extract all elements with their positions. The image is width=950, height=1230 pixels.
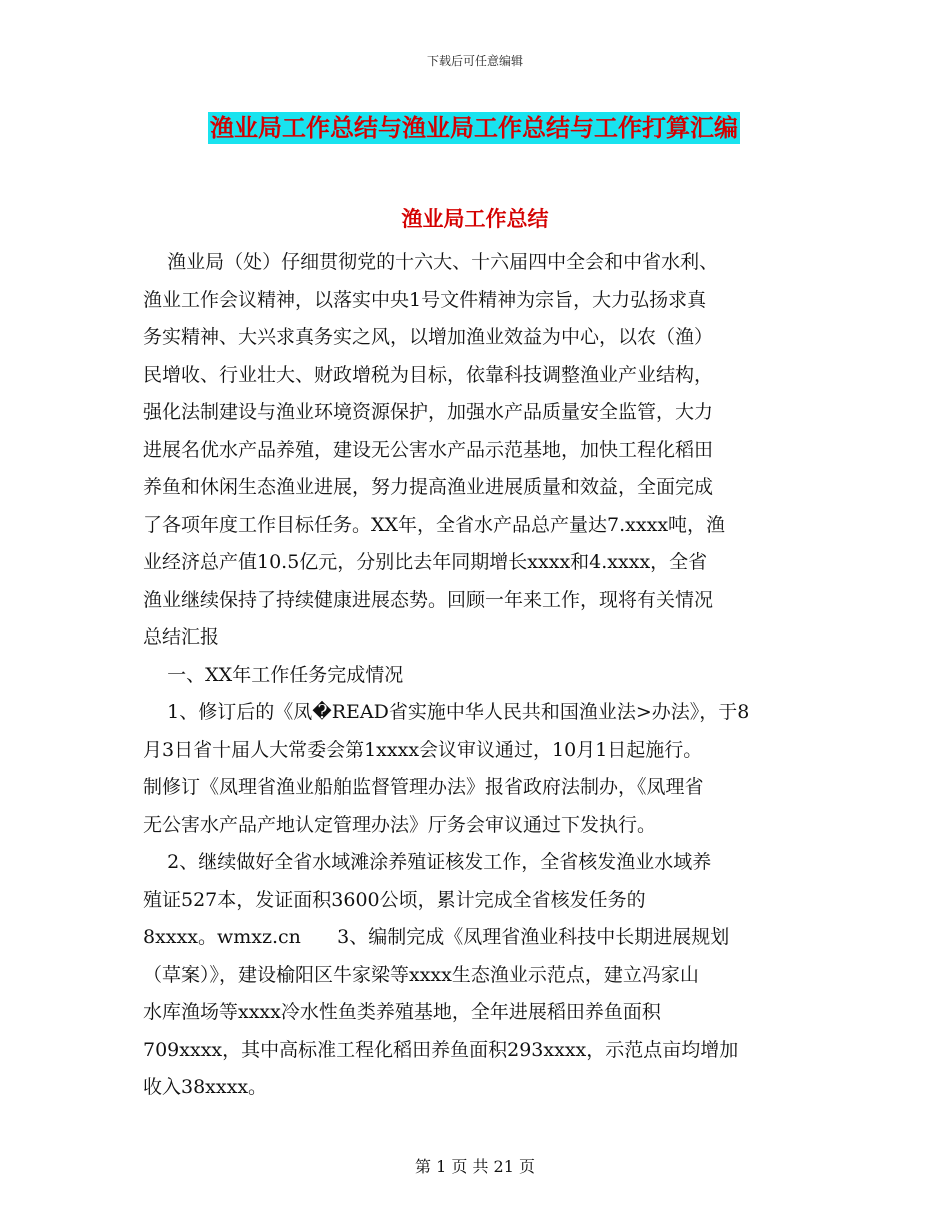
text-line: 8xxxx。wmxz.cn 3、编制完成《凤理省渔业科技中长期进展规划 [143,926,730,948]
text-line: 养鱼和休闲生态渔业进展，努力提高渔业进展质量和效益，全面完成 [143,476,714,498]
text-line: 2、继续做好全省水域滩涂养殖证核发工作，全省核发渔业水域养 [143,851,712,873]
text-line: 月3日省十届人大常委会第1xxxx会议审议通过，10月1日起施行。 [143,738,703,761]
text-line: （草案）》，建设榆阳区牛家梁等xxxx生态渔业示范点，建立冯家山 [143,963,699,986]
header-note: 下载后可任意编辑 [426,54,523,68]
text-line: 一、XX年工作任务完成情况 [143,663,404,686]
text-line: 强化法制建设与渔业环境资源保护，加强水产品质量安全监管，大力 [143,401,714,423]
text-line: 渔业工作会议精神，以落实中央1号文件精神为宗旨，大力弘扬求真 [143,288,707,311]
page-footer: 第 1 页 共 21 页 [415,1157,535,1176]
text-line: 进展名优水产品养殖，建设无公害水产品示范基地，加快工程化稻田 [143,438,714,461]
text-line: 殖证527本，发证面积3600公顷，累计完成全省核发任务的 [143,888,646,911]
text-line: 水库渔场等xxxx冷水性鱼类养殖基地，全年进展稻田养鱼面积 [143,1001,661,1023]
document-title: 渔业局工作总结与渔业局工作总结与工作打算汇编 [210,114,738,142]
section-title: 渔业局工作总结 [401,207,549,231]
text-line: 总结汇报 [143,626,220,648]
text-line: 了各项年度工作目标任务。XX年，全省水产品总产量达7.xxxx吨，渔 [143,513,726,536]
text-line: 收入38xxxx。 [143,1076,268,1098]
text-line: 民增收、行业壮大、财政增税为目标，依靠科技调整渔业产业结构， [143,363,714,386]
text-line: 无公害水产品产地认定管理办法》厅务会审议通过下发执行。 [143,813,657,836]
text-line: 渔业继续保持了持续健康进展态势。回顾一年来工作，现将有关情况 [143,588,714,611]
text-line: 渔业局（处）仔细贯彻党的十六大、十六届四中全会和中省水利、 [143,251,719,273]
text-line: 709xxxx，其中高标准工程化稻田养鱼面积293xxxx，示范点亩均增加 [143,1038,739,1061]
body-text [143,244,808,1107]
text-line: 1、修订后的《凤�READ省实施中华人民共和国渔业法>办法》，于8 [143,701,750,723]
text-line: 业经济总产值10.5亿元，分别比去年同期增长xxxx和4.xxxx，全省 [143,551,708,573]
text-line: 制修订《凤理省渔业船舶监督管理办法》报省政府法制办，《凤理省 [143,776,704,798]
text-line: 务实精神、大兴求真务实之风，以增加渔业效益为中心，以农（渔） [143,326,714,348]
